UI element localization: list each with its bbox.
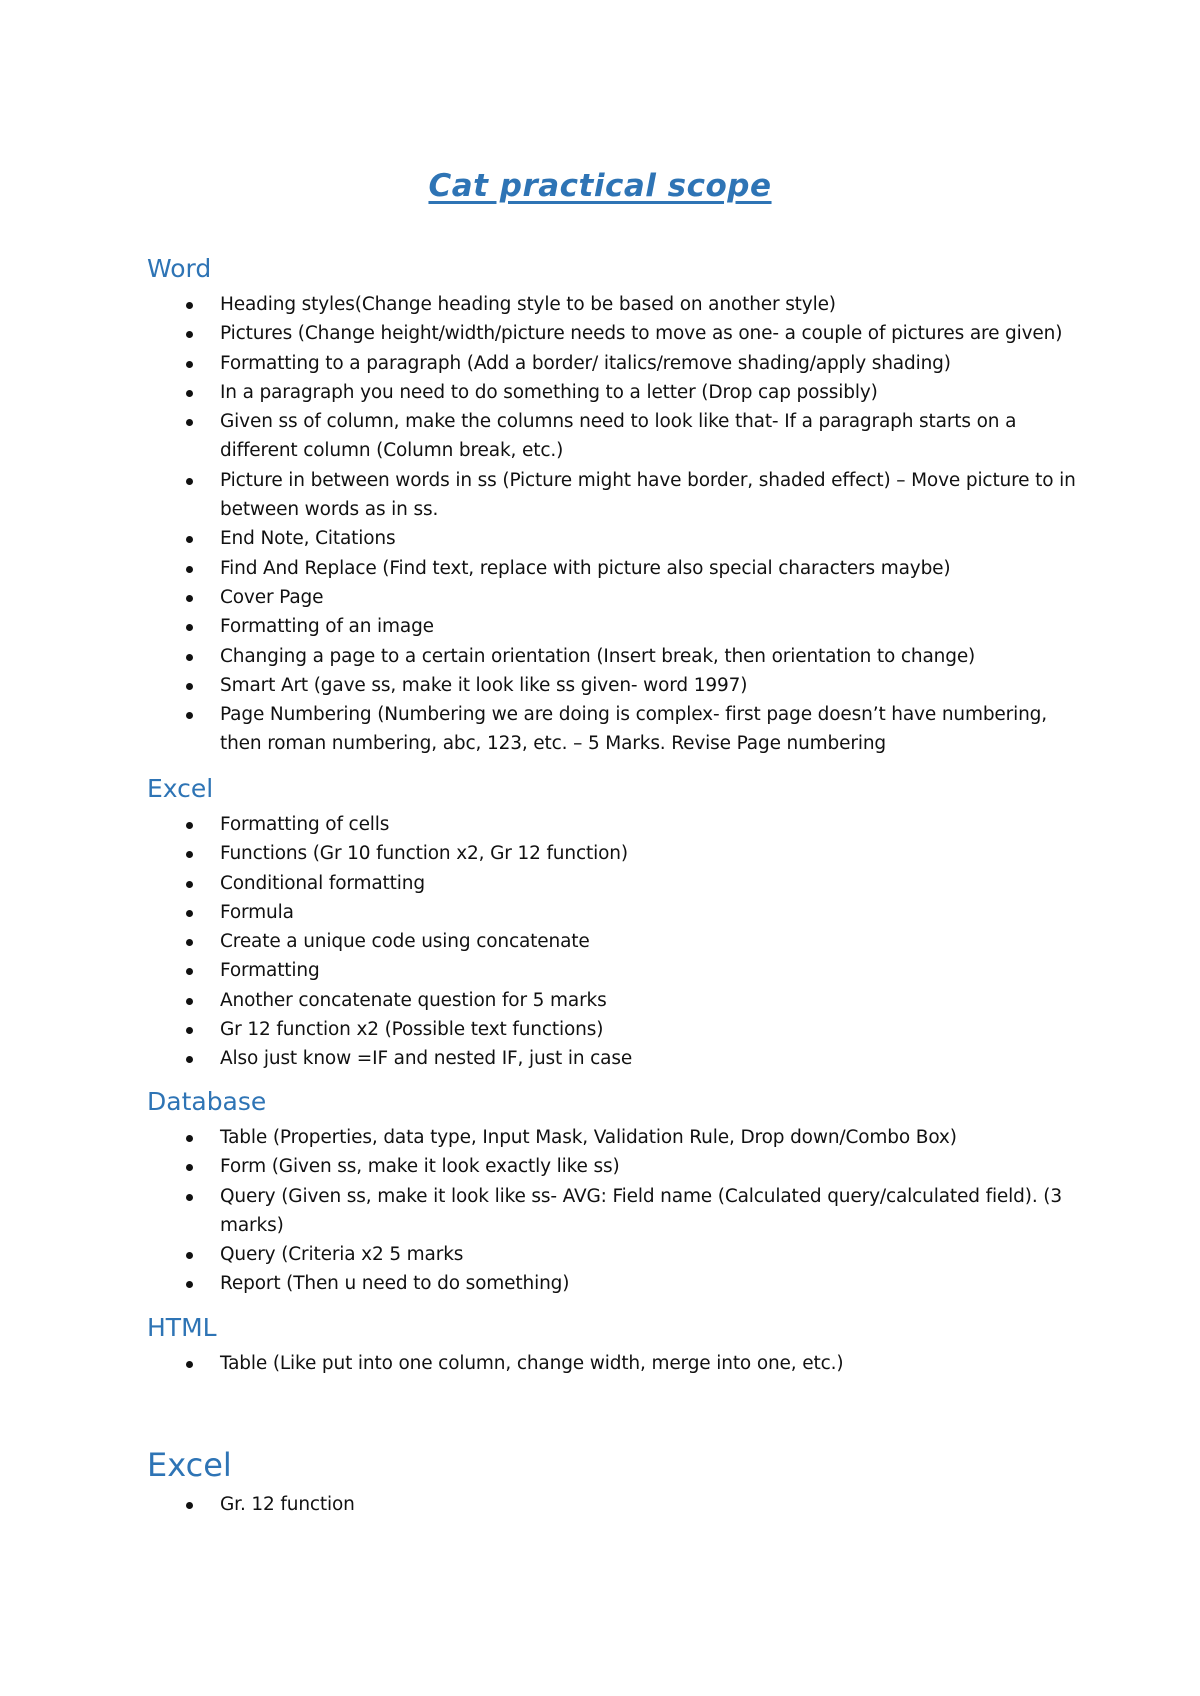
list-item: Picture in between words in ss (Picture might have border, shaded effect) – Move picture to in between words as in ss. <box>0 466 1080 525</box>
list-item: Another concatenate question for 5 marks <box>0 986 1080 1015</box>
list-item: Functions (Gr 10 function x2, Gr 12 function) <box>0 839 1080 868</box>
list-item: Table (Like put into one column, change width, merge into one, etc.) <box>0 1349 1080 1378</box>
html-bullet-list <box>0 1349 1200 1378</box>
list-item: Formatting of an image <box>0 612 1080 641</box>
list-item: Also just know =IF and nested IF, just in case <box>0 1044 1080 1073</box>
list-item: Formatting of cells <box>0 810 1080 839</box>
list-item: Cover Page <box>0 583 1080 612</box>
list-item: Gr. 12 function <box>0 1490 1080 1519</box>
database-bullet-list <box>0 1123 1200 1299</box>
list-item: Query (Given ss, make it look like ss- AVG: Field name (Calculated query/calculated field). (3 marks) <box>0 1182 1080 1241</box>
list-item: Formatting <box>0 956 1080 985</box>
section-heading-word: Word <box>147 254 212 283</box>
list-item: Formula <box>0 898 1080 927</box>
list-item: Gr 12 function x2 (Possible text functions) <box>0 1015 1080 1044</box>
section-heading-excel-secondary: Excel <box>147 1446 232 1484</box>
list-item: Conditional formatting <box>0 869 1080 898</box>
excel-secondary-bullet-list <box>0 1490 1200 1519</box>
excel-bullet-list <box>0 810 1200 1074</box>
word-bullet-list <box>0 290 1200 759</box>
list-item: Heading styles(Change heading style to be based on another style) <box>0 290 1080 319</box>
list-item: End Note, Citations <box>0 524 1080 553</box>
section-heading-excel: Excel <box>147 774 214 803</box>
list-item: Given ss of column, make the columns need to look like that- If a paragraph starts on a different column (Column break, etc.) <box>0 407 1080 466</box>
section-heading-database: Database <box>147 1087 267 1116</box>
list-item: In a paragraph you need to do something to a letter (Drop cap possibly) <box>0 378 1080 407</box>
list-item: Pictures (Change height/width/picture needs to move as one- a couple of pictures are given) <box>0 319 1080 348</box>
list-item: Formatting to a paragraph (Add a border/ italics/remove shading/apply shading) <box>0 349 1080 378</box>
list-item: Table (Properties, data type, Input Mask, Validation Rule, Drop down/Combo Box) <box>0 1123 1080 1152</box>
section-heading-html: HTML <box>147 1313 217 1342</box>
list-item: Create a unique code using concatenate <box>0 927 1080 956</box>
list-item: Page Numbering (Numbering we are doing is complex- first page doesn’t have numbering, then roman numbering, abc, 123, etc. – 5 Marks. Revise Page numbering <box>0 700 1080 759</box>
list-item: Form (Given ss, make it look exactly like ss) <box>0 1152 1080 1181</box>
list-item: Smart Art (gave ss, make it look like ss given- word 1997) <box>0 671 1080 700</box>
list-item: Query (Criteria x2 5 marks <box>0 1240 1080 1269</box>
list-item: Find And Replace (Find text, replace with picture also special characters maybe) <box>0 554 1080 583</box>
page-title: Cat practical scope <box>428 168 772 204</box>
list-item: Report (Then u need to do something) <box>0 1269 1080 1298</box>
list-item: Changing a page to a certain orientation (Insert break, then orientation to change) <box>0 642 1080 671</box>
